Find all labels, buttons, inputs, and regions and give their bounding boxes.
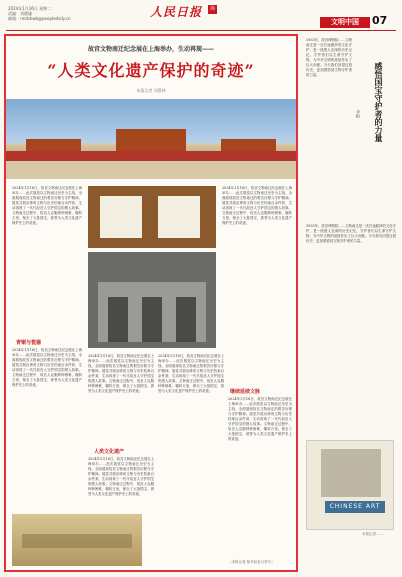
main-article[interactable] bbox=[4, 34, 298, 572]
subhead-3: 继续延续文脉 bbox=[230, 389, 261, 395]
article-col-4b: 2024年1月16日，故宫文物南迁纪念展在上海举办……此次展览以文物南迁历史为主线，全面展现故宫文物南迁的艰苦历程与守护精神。展览共展出珍贵文物与历史档案百余件套，生动再现了一代代故宫人守护国宝的感人故事。文物南迁过程中，故宫人克服种种困难，辗转万里，保全了大批国宝，被誉为人类文化遗产保护史上的奇迹。 bbox=[228, 397, 292, 441]
article-col-2b: 2024年1月16日，故宫文物南迁纪念展在上海举办……此次展览以文物南迁历史为主线，全面展现故宫文物南迁的艰苦历程与守护精神。展览共展出珍贵文物与历史档案百余件套，生动再现了一代代故宫人守护国宝的感人故事。文物南迁过程中，故宫人克服种种困难，辗转万里，保全了大批国宝，被誉为人类文化遗产保护史上的奇迹。 bbox=[88, 457, 154, 496]
artifact-photo bbox=[88, 186, 216, 248]
article-kicker: 故宫文物南迁纪念展在上海举办，生动再现—— bbox=[87, 46, 214, 53]
commentary-author: 李帆 bbox=[356, 110, 361, 118]
chinese-art-illustration bbox=[306, 440, 394, 530]
header-rule bbox=[6, 30, 396, 31]
end-note: （本报记者 陈华辰参与采写） bbox=[228, 560, 275, 564]
right-text-2: 1933年，故宫博物院……文物南迁是一次长途跋涉的文化守护，是一段感人至深的历史记忆。守护者们以生命守护文物，为中华文明的延续作出了巨大贡献。今天我们回望这段历史，更加感悟到文物守护者的力量。 bbox=[306, 224, 396, 243]
commentary-title: 感悟国宝守护者的力量 bbox=[374, 62, 384, 142]
forbidden-city-photo bbox=[6, 99, 296, 179]
masthead-info bbox=[8, 6, 71, 21]
right-text-1: 1933年，故宫博物院……文物南迁是一次长途跋涉的文化守护，是一段感人至深的历史记忆。守护者们以生命守护文物，为中华文明的延续作出了巨大贡献。今天我们回望这段历史，更加感悟到文物守护者的力量。 bbox=[306, 38, 352, 77]
section-title: 文明中国 bbox=[320, 17, 370, 28]
page-number: 07 bbox=[372, 14, 388, 27]
date-line: 2024年1月16日 星期二 bbox=[8, 6, 52, 11]
subhead-1: 青铜与瓷器 bbox=[16, 340, 42, 346]
editor-line: 责编：刘晓谦 bbox=[8, 11, 32, 16]
article-byline: 本报记者 刘墨林 bbox=[136, 88, 166, 93]
article-headline: “人类文化遗产保护的奇迹” bbox=[47, 61, 255, 80]
article-col-3: 2024年1月16日，故宫文物南迁纪念展在上海举办……此次展览以文物南迁历史为主线，全面展现故宫文物南迁的艰苦历程与守护精神。展览共展出珍贵文物与历史档案百余件套，生动再现了一代代故宫人守护国宝的感人故事。文物南迁过程中，故宫人克服种种困难，辗转万里，保全了大批国宝，被誉为人类文化遗产保护史上的奇迹。 bbox=[158, 354, 224, 393]
article-col-1: 2024年1月16日，故宫文物南迁纪念展在上海举办……此次展览以文物南迁历史为主线，全面展现故宫文物南迁的艰苦历程与守护精神。展览共展出珍贵文物与历史档案百余件套，生动再现了一代代故宫人守护国宝的感人故事。文物南迁过程中，故宫人克服种种困难，辗转万里，保全了大批国宝，被誉为人类文化遗产保护史上的奇迹。 bbox=[12, 186, 82, 225]
article-col-1b: 2024年1月16日，故宫文物南迁纪念展在上海举办……此次展览以文物南迁历史为主线，全面展现故宫文物南迁的艰苦历程与守护精神。展览共展出珍贵文物与历史档案百余件套，生动再现了一代代故宫人守护国宝的感人故事。文物南迁过程中，故宫人克服种种困难，辗转万里，保全了大批国宝，被誉为人类文化遗产保护史上的奇迹。 bbox=[12, 348, 82, 387]
newspaper-logo: 人民日报 bbox=[150, 5, 203, 19]
article-col-4: 2024年1月16日，故宫文物南迁纪念展在上海举办……此次展览以文物南迁历史为主线，全面展现故宫文物南迁的艰苦历程与守护精神。展览共展出珍贵文物与历史档案百余件套，生动再现了一代代故宫人守护国宝的感人故事。文物南迁过程中，故宫人克服种种困难，辗转万里，保全了大批国宝，被誉为人类文化遗产保护史上的奇迹。 bbox=[222, 186, 292, 225]
subhead-2: 人类文化遗产 bbox=[94, 449, 125, 455]
historic-building-photo bbox=[88, 252, 216, 348]
right-footer: 本报记者…… bbox=[362, 532, 383, 536]
seal-badge: 海外 bbox=[209, 6, 215, 21]
art-label: CHINESE ART bbox=[325, 501, 385, 513]
masthead bbox=[0, 0, 402, 28]
email-line: 邮箱：rmrbhwb@peopledaily.cn bbox=[8, 16, 71, 21]
article-col-2: 2024年1月16日，故宫文物南迁纪念展在上海举办……此次展览以文物南迁历史为主线，全面展现故宫文物南迁的艰苦历程与守护精神。展览共展出珍贵文物与历史档案百余件套，生动再现了一代代故宫人守护国宝的感人故事。文物南迁过程中，故宫人克服种种困难，辗转万里，保全了大批国宝，被誉为人类文化遗产保护史上的奇迹。 bbox=[88, 354, 154, 393]
